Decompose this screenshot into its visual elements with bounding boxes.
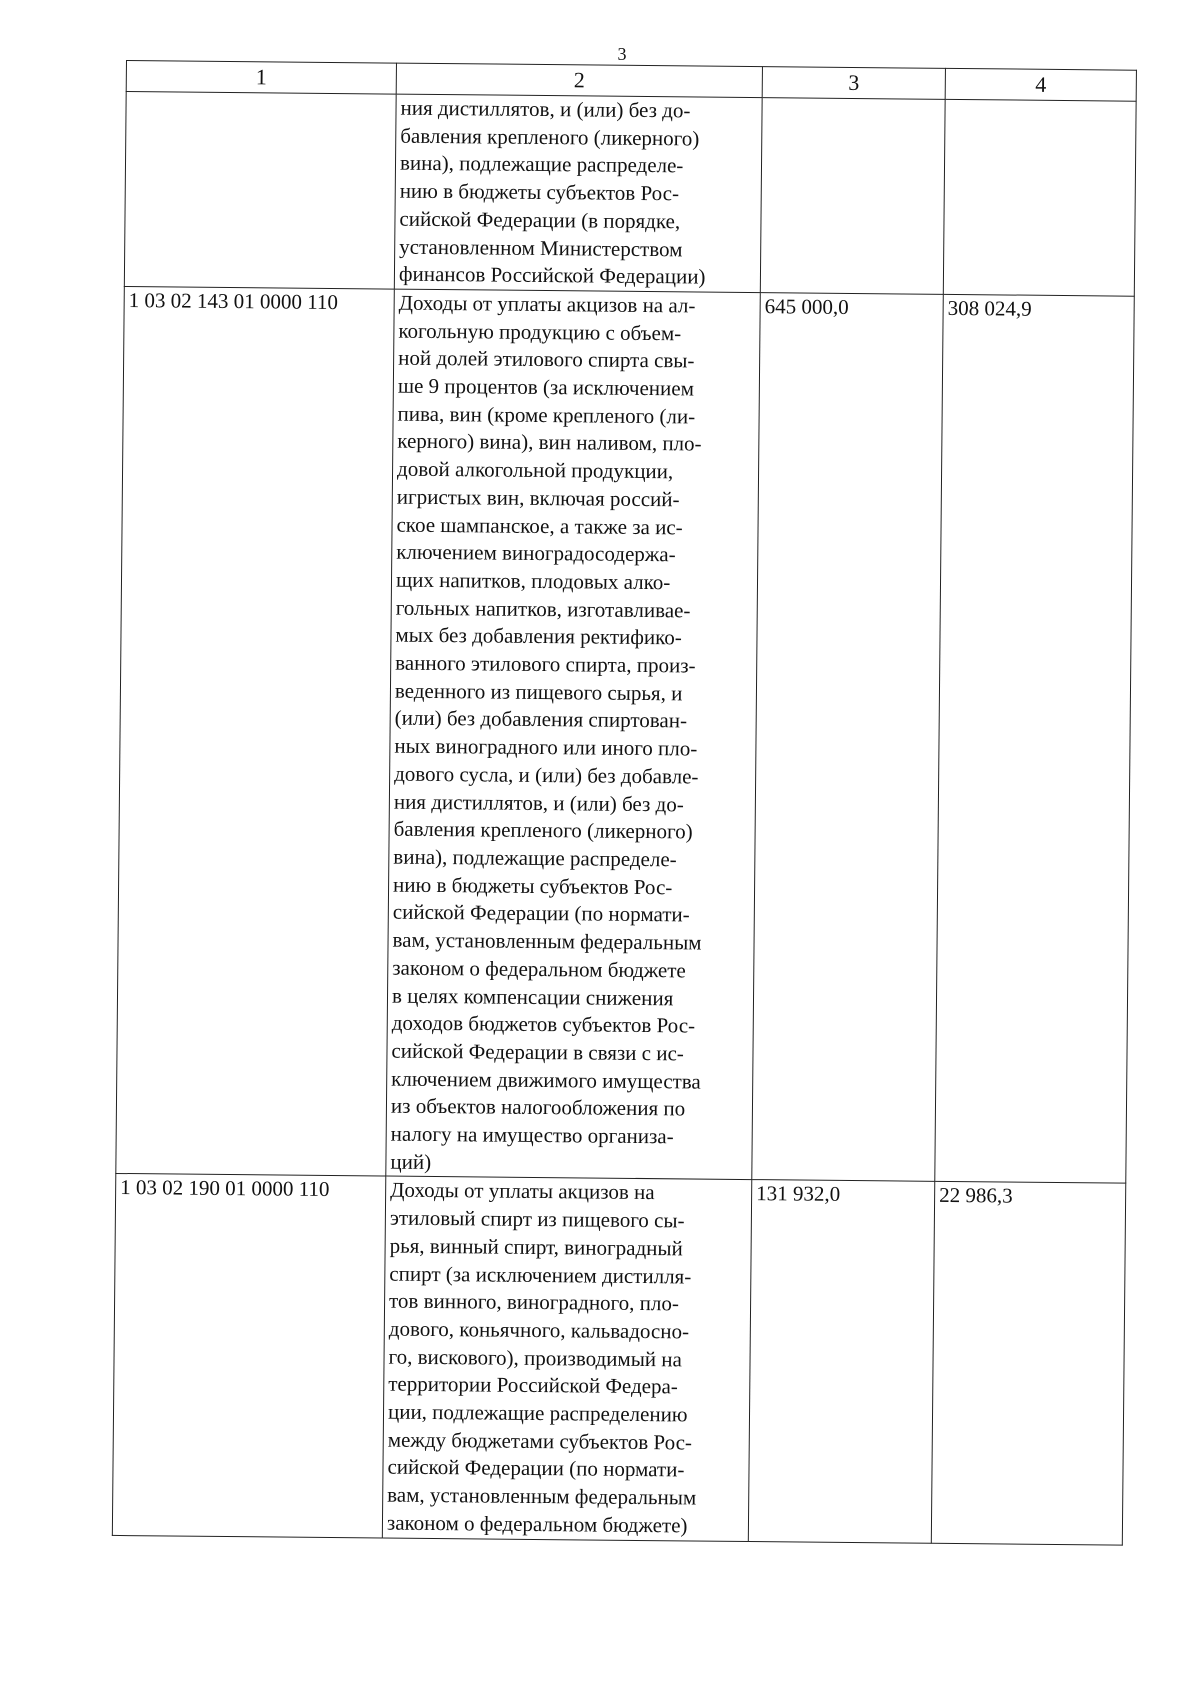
budget-code-cell: 1 03 02 143 01 0000 110: [116, 286, 395, 1176]
column-number-3: 3: [762, 67, 945, 100]
amount-column-3-cell: 131 932,0: [748, 1180, 934, 1543]
table-row: [124, 92, 1136, 297]
table-row: [116, 286, 1134, 1183]
column-number-1: 1: [126, 61, 396, 95]
table-row: [112, 1174, 1125, 1545]
budget-code-cell: [124, 92, 396, 290]
amount-column-3-cell: 645 000,0: [752, 293, 944, 1182]
revenue-table: [112, 60, 1137, 1545]
page-number: 3: [617, 44, 627, 64]
budget-code-cell: 1 03 02 190 01 0000 110: [112, 1174, 385, 1538]
revenue-description-cell: ния дистиллятов, и (или) без до- бавления крепленого (ликерного) вина), подлежащие распределе- нию в бюджеты субъектов Рос- сийской Федерации (в порядке, установленном Министерством финансов Российской Федерации): [394, 94, 762, 292]
amount-column-4-cell: [943, 99, 1136, 296]
revenue-description-cell: Доходы от уплаты акцизов на ал- когольную продукцию с объем- ной долей этилового спирта свы- ше 9 процентов (за исключением пива, вин (кроме крепленого (ли- керного) вина), вин наливом, пло- довой алкогольной продукции, игристых вин, включая россий- ское шампанское, а также за ис- ключением виноградосодержа- щих напитков, плодовых алко- гольных напитков, изготавливае- мых без добавления ректифико- ванного этилового спирта, произ- веденного из пищевого сырья, и (или) без добавления спиртован- ных виноградного или иного пло- дового сусла, и (или) без добавле- ния дистиллятов, и (или) без до- бавления крепленого (ликерного) вина), подлежащие распределе- нию в бюджеты субъектов Рос- сийской Федерации (по нормати- вам, установленным федеральным законом о федеральном бюджете в целях компенсации снижения доходов бюджетов субъектов Рос- сийской Федерации в связи с ис- ключением движимого имущества из объектов налогообложения по налогу на имущество организа- ций): [386, 289, 761, 1180]
amount-column-4-cell: 22 986,3: [931, 1182, 1125, 1545]
amount-column-4-cell: 308 024,9: [935, 294, 1135, 1183]
column-number-4: 4: [945, 68, 1136, 101]
revenue-description-cell: Доходы от уплаты акцизов на этиловый спирт из пищевого сы- рья, винный спирт, виноградный спирт (за исключением дистилля- тов винного, виноградного, пло- дового, коньячного, кальвадосно- го, вискового), производимый на территории Российской Федера- ции, подлежащие распределению между бюджетами субъектов Рос- сийской Федерации (по нормати- вам, установленным федеральным законом о федеральном бюджете): [382, 1176, 751, 1541]
column-number-2: 2: [396, 63, 762, 98]
amount-column-3-cell: [760, 98, 945, 295]
